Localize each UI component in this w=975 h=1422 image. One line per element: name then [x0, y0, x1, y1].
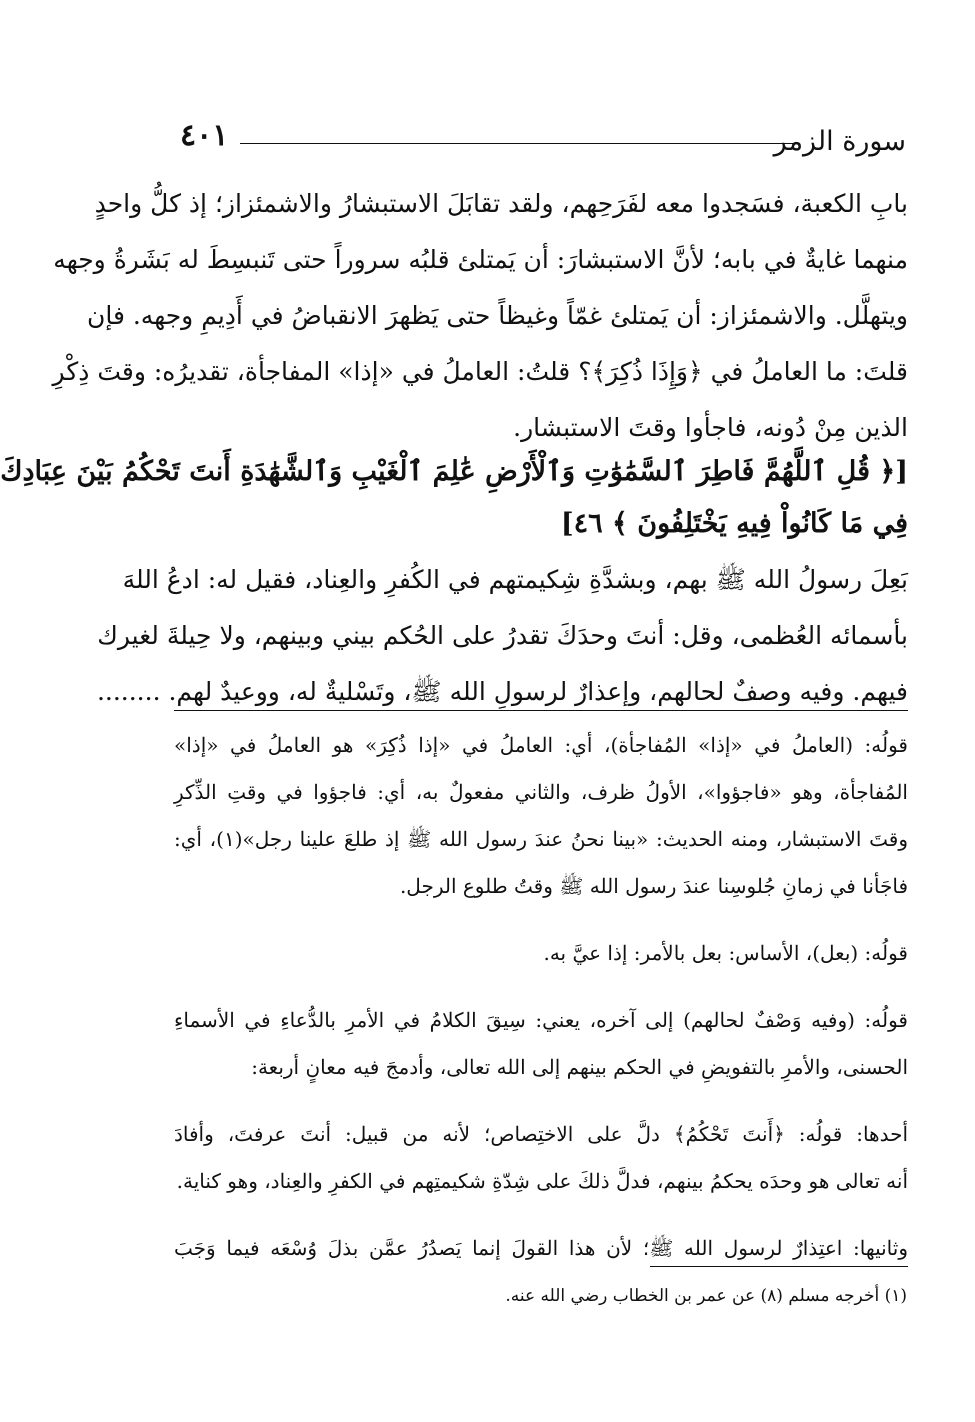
commentary-line: المُفاجأة، وهو «فاجؤوا»، الأولُ ظرف، والثاني مفعولٌ به، أي: فاجؤوا في وقتِ الذِّكرِ [174, 780, 908, 804]
quran-verse [0, 446, 908, 550]
main-text-paragraph-2 [96, 552, 908, 720]
surah-title: سورة الزمر [773, 126, 906, 157]
page-number: ٤٠١ [180, 118, 229, 153]
commentary-line: الحسنى، والأمرِ بالتفويضِ في الحكم بينهم إلى الله تعالى، وأدمجَ فيه معانٍ أربعة: [251, 1055, 908, 1079]
main-text-line: بأسمائه العُظمى، وقل: أنتَ وحدَكَ تقدرُ على الحُكم بيني وبينهم، ولا حِيلةَ لغيرك [97, 621, 908, 650]
commentary-line: قولُه: (العاملُ في «إذا» المُفاجأة)، أي: العاملُ في «إذا ذُكِرَ» هو العاملُ في «إذا» [174, 733, 908, 757]
header-rule [240, 143, 798, 144]
commentary-line: قولُه: (بعل)، الأساس: بعل بالأمر: إذا عيَّ به. [543, 941, 908, 965]
running-header [178, 114, 906, 160]
commentary-line: أحدها: قولُه: ﴿أَنتَ تَحْكُمُ﴾ دلَّ على الاختِصاص؛ لأنه من قبيل: أنتَ عرفتَ، وأفادَ [174, 1122, 908, 1146]
commentary-line: فاجَأنا في زمانِ جُلوسِنا عندَ رسول الله ﷺ وقتُ طلوع الرجل. [399, 874, 908, 898]
commentary-line: أنه تعالى هو وحدَه يحكمُ بينهم، فدلَّ ذلكَ على شِدّةِ شكيمتِهم في الكفرِ والعِناد، وهو كناية. [176, 1169, 908, 1193]
main-text-line: فيهم. وفيه وصفٌ لحالهم، وإعذارٌ لرسولِ الله ﷺ، وتَسْليةٌ له، ووعيدٌ لهم. ........ [96, 677, 908, 706]
commentary-line: قولُه: (وفيه وَصْفٌ لحالهم) إلى آخره، يعني: سِيقَ الكلامُ في الأمرِ بالدُّعاءِ في الأسماءِ [174, 1008, 908, 1032]
footnote: (١) أخرجه مسلم (٨) عن عمر بن الخطاب رضي الله عنه. [505, 1286, 907, 1306]
main-text-line: بابِ الكعبة، فسَجدوا معه لفَرَحِهم، ولقد تقابَلَ الاستبشارُ والاشمئزاز؛ إذ كلُّ واحدٍ [94, 189, 908, 218]
commentary-section [174, 722, 908, 1272]
main-text-line: منهما غايةٌ في بابه؛ لأنَّ الاستبشارَ: أن يَمتلئ قلبُه سروراً حتى تَنبسِطَ له بَشَرةُ وجهه [53, 245, 908, 274]
main-text-line: قلتَ: ما العاملُ في ﴿وَإِذَا ذُكِرَ﴾؟ قلتُ: العاملُ في «إذا» المفاجأة، تقديرُه: وقتَ ذِكْرِ [52, 357, 908, 386]
main-text-line: الذين مِنْ دُونه، فاجأوا وقتَ الاستبشار. [513, 413, 908, 442]
text-commentary-divider [174, 710, 908, 711]
main-text-line: بَعِلَ رسولُ الله ﷺ بهم، وبشدَّةِ شِكيمتهم في الكُفرِ والعِناد، فقيل له: ادعُ اللهَ [122, 565, 908, 594]
verse-line: فِي مَا كَانُواْ فِيهِ يَخْتَلِفُونَ ﴾ ٤٦] [560, 508, 908, 539]
commentary-line: وثانيها: اعتِذارٌ لرسول الله ﷺ؛ لأن هذا القولَ إنما يَصدُرُ عمَّن بذلَ وُسْعَه فيما وَجَبَ [174, 1236, 908, 1260]
verse-line: [﴿ قُلِ ٱللَّهُمَّ فَاطِرَ ٱلسَّمَٰوَٰتِ وَٱلْأَرْضِ عَٰلِمَ ٱلْغَيْبِ وَٱلشَّهَٰدَةِ أَنتَ تَحْكُمُ بَيْنَ عِبَادِكَ [0, 456, 908, 487]
main-text-paragraph [52, 176, 908, 456]
commentary-line: وقتَ الاستبشار، ومنه الحديث: «بينا نحنُ عندَ رسول الله ﷺ إذ طلعَ علينا رجل»(١)، أي: [174, 827, 908, 851]
main-text-line: ويتهلَّل. والاشمئزاز: أن يَمتلئ غمّاً وغيظاً حتى يَظهرَ الانقباضُ في أَدِيمِ وجهه. فإن [86, 301, 908, 330]
footnote-rule [650, 1266, 908, 1267]
